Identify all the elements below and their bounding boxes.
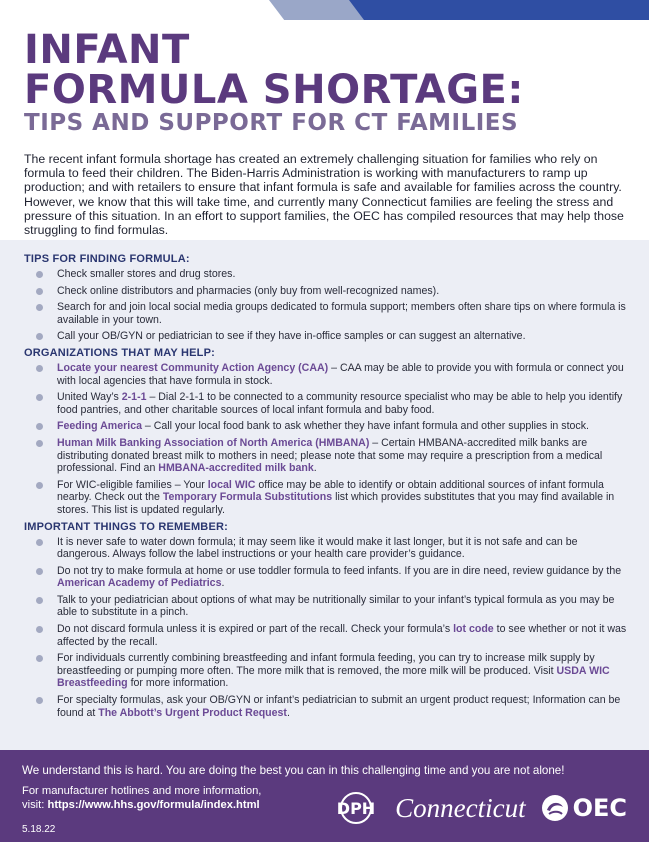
- bullet-icon: [36, 288, 43, 295]
- bullet-icon: [36, 394, 43, 401]
- hmbana-link[interactable]: Human Milk Banking Association of North America (HMBANA): [57, 436, 370, 449]
- publication-date: 5.18.22: [22, 824, 56, 835]
- oec-logo: OEC: [540, 793, 627, 823]
- intro-paragraph: The recent infant formula shortage has created an extremely challenging situation for families who rely on formula to feed their children. The Biden-Harris Administration is working with manufacturers to ramp up production; and with retailers to ensure that infant formula is safe and available for families across the country. However, we know that this will take time, and currently many Connecticut families are feeling the stress and pressure of this situation. In an effort to support families, the OEC has compiled resources that may help those struggling to find formulas.: [24, 152, 624, 238]
- support-message: We understand this is hard. You are doing the best you can in this challenging time and you are not alone!: [22, 764, 565, 777]
- organizations-list: [24, 362, 633, 517]
- bullet-icon: [36, 568, 43, 575]
- list-item: For WIC-eligible families – Your local WIC office may be able to identify or obtain additional sources of infant formula nearby. Check out the Temporary Formula Substitutions list which provides substitutes that you may find available in stores. This list is updated regularly.: [24, 479, 633, 517]
- title-line-1: INFANT: [24, 27, 190, 73]
- footer-banner: [0, 750, 649, 842]
- list-item: It is never safe to water down formula; it may seem like it would make it last longer, but it is not safe and can be dangerous. Always follow the label instructions or your health care provider’s guidance.: [24, 536, 633, 561]
- usda-wic-breastfeeding-link[interactable]: USDA WIC Breastfeeding: [57, 664, 610, 690]
- list-item: For individuals currently combining breastfeeding and infant formula feeding, you can try to increase milk supply by breastfeeding or pumping more often. The more milk that is removed, the more milk will be produced. Visit USDA WIC Breastfeeding for more information.: [24, 652, 633, 690]
- bullet-icon: [36, 271, 43, 278]
- local-wic-link[interactable]: local WIC: [207, 478, 256, 491]
- remember-list: [24, 536, 633, 720]
- dph-emblem-icon: [333, 791, 379, 825]
- list-item: Call your OB/GYN or pediatrician to see if they have in-office samples or can suggest an alternative.: [24, 330, 633, 343]
- tips-list: [24, 268, 633, 343]
- page-title: [24, 27, 634, 113]
- stripe-dark: [349, 0, 649, 20]
- section-heading-organizations: ORGANIZATIONS THAT MAY HELP:: [24, 346, 215, 359]
- oec-swirl-icon: [540, 793, 570, 823]
- lot-code-link[interactable]: lot code: [453, 623, 494, 636]
- list-item: Check online distributors and pharmacies (only buy from well-recognized names).: [24, 285, 633, 298]
- bullet-icon: [36, 655, 43, 662]
- bullet-icon: [36, 365, 43, 372]
- connecticut-logo: Connecticut: [395, 792, 526, 823]
- bullet-icon: [36, 333, 43, 340]
- list-item: Search for and join local social media groups dedicated to formula support; members often share tips on where formula is available in your town.: [24, 301, 633, 326]
- section-heading-tips: TIPS FOR FINDING FORMULA:: [24, 253, 190, 265]
- caa-link[interactable]: Locate your nearest Community Action Agency (CAA): [57, 361, 329, 374]
- feeding-america-link[interactable]: Feeding America: [57, 420, 142, 433]
- hotline-info: For manufacturer hotlines and more information, visit: https://www.hhs.gov/formula/index.html: [22, 785, 262, 811]
- list-item: Human Milk Banking Association of North America (HMBANA) – Certain HMBANA-accredited milk banks are distributing donated breast milk to mothers in need; please note that some may require a prescription from a medical professional. Find an HMBANA-accredited milk bank.: [24, 437, 633, 475]
- list-item: Talk to your pediatrician about options of what may be nutritionally similar to your infant’s typical formula as you may be able to substitute in a pinch.: [24, 594, 633, 619]
- bullet-icon: [36, 440, 43, 447]
- section-heading-remember: IMPORTANT THINGS TO REMEMBER:: [24, 520, 228, 533]
- hmbana-milk-bank-link[interactable]: HMBANA-accredited milk bank: [158, 462, 314, 475]
- list-item: For specialty formulas, ask your OB/GYN or infant’s pediatrician to submit an urgent product request; Information can be found at The Abbott’s Urgent Product Request.: [24, 694, 633, 719]
- bullet-icon: [36, 626, 43, 633]
- bullet-icon: [36, 482, 43, 489]
- bullet-icon: [36, 697, 43, 704]
- list-item: Do not discard formula unless it is expired or part of the recall. Check your formula’s lot code to see whether or not it was affected by the recall.: [24, 623, 633, 648]
- list-item: Check smaller stores and drug stores.: [24, 268, 633, 281]
- resources-panel: [0, 240, 649, 750]
- aap-link[interactable]: American Academy of Pediatrics: [57, 577, 222, 590]
- bullet-icon: [36, 423, 43, 430]
- list-item: Locate your nearest Community Action Agency (CAA) – CAA may be able to provide you with formula or connect you with local agencies that have formula in stock.: [24, 362, 633, 387]
- hhs-formula-link[interactable]: https://www.hhs.gov/formula/index.html: [47, 799, 260, 811]
- svg-text:DPH: DPH: [336, 799, 376, 818]
- bullet-icon: [36, 304, 43, 311]
- page-subtitle: TIPS AND SUPPORT FOR CT FAMILIES: [24, 110, 519, 136]
- top-decorative-stripe: [0, 0, 649, 20]
- united-way-211-link[interactable]: 2-1-1: [121, 391, 147, 404]
- list-item: United Way’s 2-1-1 – Dial 2-1-1 to be connected to a community resource specialist who may be able to help you identify food pantries, and other charitable sources of local infant formula and baby food.: [24, 391, 633, 416]
- bullet-icon: [36, 597, 43, 604]
- list-item: Do not try to make formula at home or use toddler formula to feed infants. If you are in dire need, review guidance by the American Academy of Pediatrics.: [24, 565, 633, 590]
- abbott-request-link[interactable]: The Abbott’s Urgent Product Request: [98, 706, 287, 719]
- dph-logo: [333, 791, 379, 825]
- partner-logos: [333, 790, 627, 826]
- title-line-2: FORMULA SHORTAGE:: [24, 67, 524, 113]
- list-item: Feeding America – Call your local food bank to ask whether they have infant formula and other supplies in stock.: [24, 420, 633, 433]
- formula-substitutions-link[interactable]: Temporary Formula Substitutions: [162, 491, 333, 504]
- bullet-icon: [36, 539, 43, 546]
